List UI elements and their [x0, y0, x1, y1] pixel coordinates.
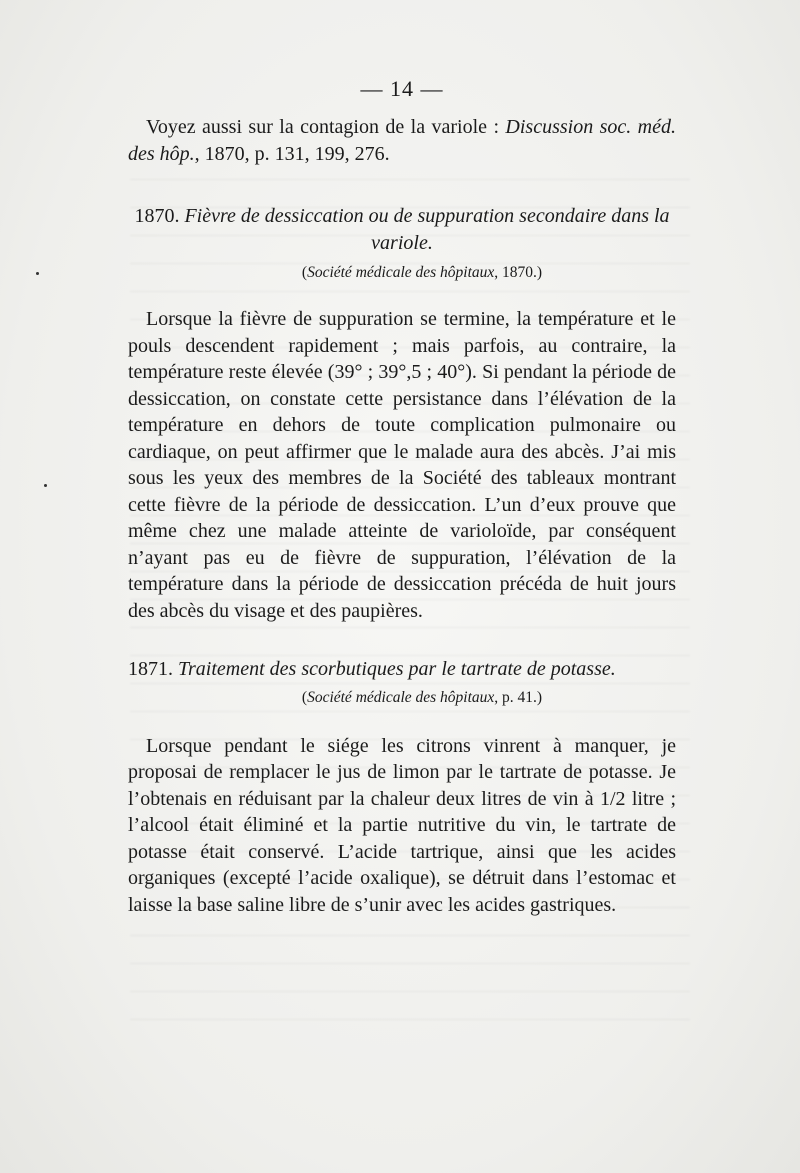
intro-reference: Discussion soc. méd. des hôp. [128, 116, 676, 165]
intro-paragraph [128, 114, 676, 167]
entry-title: Fièvre de dessiccation ou de suppuration secondaire dans la variole. [184, 205, 670, 254]
entry-title: Traitement des scorbutiques par le tartrate de potasse. [178, 658, 616, 680]
entry-heading [128, 203, 676, 256]
entry-source [128, 264, 676, 282]
margin-speck [44, 484, 47, 487]
source-detail: , p. 41.) [494, 688, 543, 706]
intro-pages: , 1870, p. 131, 199, 276. [194, 142, 390, 165]
page-content [128, 76, 676, 918]
entry-year: 1870. [134, 205, 180, 227]
page-number: — 14 — [360, 76, 444, 101]
entry-body: Lorsque pendant le siége les citrons vinrent à manquer, je proposai de remplacer le jus de limon par le tartrate de potasse. Je l’obtenais en réduisant par la chaleur deux litres de vin à 1/2 litre ; l’alcool était éliminé et la partie nutritive du vin, le tartrate de potasse était conservé. L’acide tartrique, ainsi que les acides organiques (excepté l’acide oxalique), se détruit dans l’estomac et laisse la base saline libre de s’unir avec les acides gastriques. [128, 734, 676, 916]
source-paren: ( [301, 264, 308, 281]
source-name: Société médicale des hôpitaux [307, 264, 495, 281]
entry-year: 1871. [128, 658, 173, 680]
source-detail: , 1870.) [494, 264, 543, 281]
entry-body: Lorsque la fièvre de suppuration se termine, la température et le pouls descendent rapidement ; mais parfois, au contraire, la température reste élevée (39° ; 39°,5 ; 40°). Si pendant la période de dessiccation, on constate cette persistance dans l’élévation de la température en dehors de toute complication pulmonaire ou cardiaque, on peut affirmer que le malade aura des abcès. J’ai mis sous les yeux des membres de la Société des tableaux montrant cette fièvre de la période de dessiccation. L’un d’eux prouve que même chez une malade atteinte de varioloïde, par conséquent n’ayant pas eu de fièvre de suppuration, l’élévation de la température dans la période de dessiccation précéda de huit jours des abcès du visage et des paupières. [128, 308, 676, 622]
entry-source [128, 689, 676, 707]
source-paren: ( [301, 688, 308, 706]
intro-text: Voyez aussi sur la contagion de la variole : [146, 116, 506, 138]
source-name: Société médicale des hôpitaux [307, 688, 495, 706]
entry-heading [128, 656, 676, 683]
margin-speck [36, 272, 39, 275]
